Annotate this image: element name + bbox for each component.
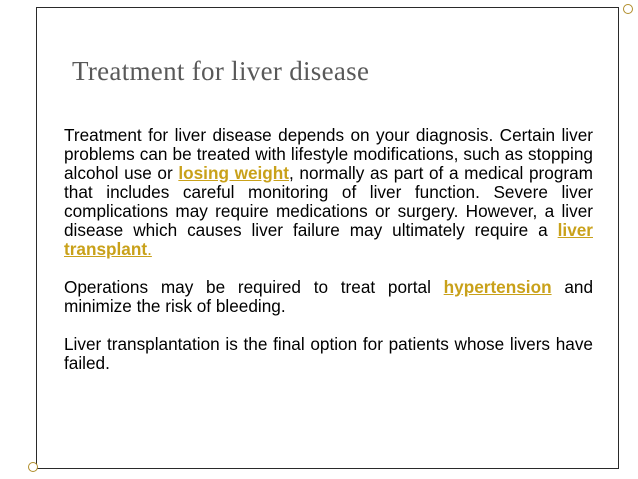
paragraph-text: Operations may be required to treat portal <box>64 277 444 297</box>
paragraph-text: , normally as part of a medical program that includes careful monitoring of liver function. Severe liver complications may require medications or surgery. However, a liver disease which causes liver failure may ultimately require a <box>64 163 593 240</box>
slide-body <box>64 126 593 373</box>
link-liver-transplant[interactable]: liver transplant <box>64 220 593 259</box>
link-period: . <box>147 239 152 259</box>
paragraph-diagnosis <box>64 126 593 259</box>
paragraph-transplantation <box>64 335 593 373</box>
paragraph-text: Treatment for liver disease depends on your diagnosis. Certain liver problems can be treated with lifestyle modifications, such as stopping alcohol use or <box>64 125 593 183</box>
slide-title: Treatment for liver disease <box>72 56 370 86</box>
link-hypertension[interactable]: hypertension <box>443 277 552 297</box>
link-losing-weight[interactable]: losing weight <box>178 163 289 183</box>
decorative-ring-top <box>623 4 633 14</box>
decorative-ring-bottom <box>28 462 38 472</box>
paragraph-text: Liver transplantation is the final option for patients whose livers have failed. <box>64 334 593 373</box>
paragraph-text: and minimize the risk of bleeding. <box>64 277 593 316</box>
paragraph-operations <box>64 278 593 316</box>
